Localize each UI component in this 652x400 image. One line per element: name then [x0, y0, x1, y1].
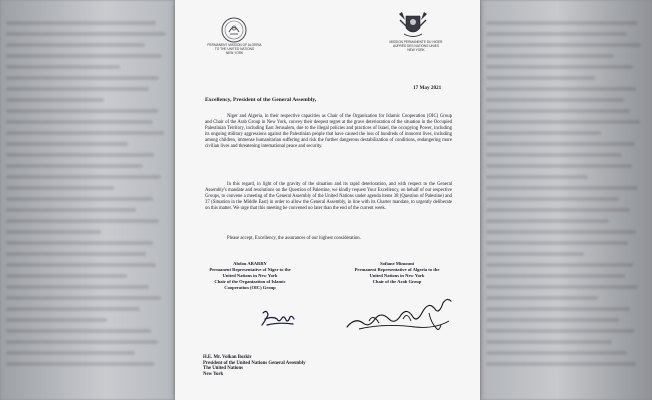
signatory-name: Abdou ABARRY — [233, 261, 267, 266]
signatory-title-line: Cooperation (OIC) Group — [224, 284, 276, 290]
paragraph-1: Niger and Algeria, in their respective capacities as Chair of the Organization for Islamic Cooperation (OIC) Group and Chair of the Arab Group in New York, convey their deepest regret at the grave deterioration of the situation in the Occupied Palestinian Territory, including East Jerusalem, due to the illegal policies and practices of Israel, the occupying Power, including its ongoing military aggressions against the Palestinian people that have caused the loss of hundreds of innocent lives, including among children, immense humanitarian suffering and risk the further dangerous destabilization of conditions, endangering more civilian lives and threatening international peace and security. — [205, 114, 452, 150]
addressee-city: New York — [203, 371, 224, 377]
letter-date: 17 May 2021 — [413, 85, 442, 91]
algeria-mission-line2: TO THE UNITED NATIONS — [214, 46, 255, 51]
algeria-mission-header — [197, 44, 272, 55]
algeria-mission-line3: NEW YORK — [225, 50, 244, 55]
niger-coat-of-arms-icon — [396, 8, 430, 42]
signatory-title-line: United Nations in New York — [369, 272, 425, 278]
addressee-org: The United Nations — [203, 366, 243, 372]
niger-mission-line3: NEW YORK — [407, 47, 425, 52]
blurred-background-right — [480, 0, 652, 400]
algeria-emblem-icon — [221, 17, 247, 43]
signatory-algeria — [333, 261, 461, 285]
handwritten-signature-icon — [345, 293, 455, 335]
algeria-mission-line1: PERMANENT MISSION OF ALGERIA — [207, 43, 262, 47]
salutation: Excellency, President of the General Assembly, — [205, 97, 317, 103]
signatory-name: Sofiane Mimouni — [380, 261, 414, 266]
niger-mission-header — [381, 41, 451, 52]
signatory-title-line: Permanent Representative of Algeria to the — [354, 266, 440, 272]
paragraph-2: In this regard, in light of the gravity of the situation and its rapid deterioration, and with respect to the General Assembly's mandate and resolutions on the Question of Palestine, we kindly request Your Excellency, on behalf of our respective Groups, to convene a meeting of the General Assembly of the United Nations under agenda items 38 (Question of Palestine) and 37 (Situation in the Middle East) in order to allow the General Assembly, in line with its Charter mandate, to urgently deliberate on this matter. We urge that this meeting be convened no later than the end of the current week. — [205, 182, 452, 212]
addressee-title: President of the United Nations General Assembly — [203, 360, 306, 366]
signatory-title-line: United Nations in New York — [222, 272, 278, 278]
addressee-block — [203, 355, 306, 377]
niger-mission-line1: MISSION PERMANENTE DU NIGER — [389, 40, 443, 44]
addressee-name: H.E. Mr. Volkan Bozkir — [203, 355, 252, 360]
letter-page — [175, 0, 480, 400]
signatory-title-line: Permanent Representative of Niger to the — [209, 266, 291, 272]
signatory-niger — [191, 261, 309, 291]
handwritten-signature-icon — [259, 307, 297, 329]
signatory-title-line: Chair of the Organization of Islamic — [214, 278, 286, 284]
signatory-title-line: Chair of the Arab Group — [372, 278, 422, 284]
niger-mission-line2: AUPRÈS DES NATIONS UNIES — [393, 43, 439, 48]
paragraph-closing: Please accept, Excellency, the assurances of our highest consideration. — [227, 236, 361, 241]
blurred-background-left — [0, 0, 175, 400]
